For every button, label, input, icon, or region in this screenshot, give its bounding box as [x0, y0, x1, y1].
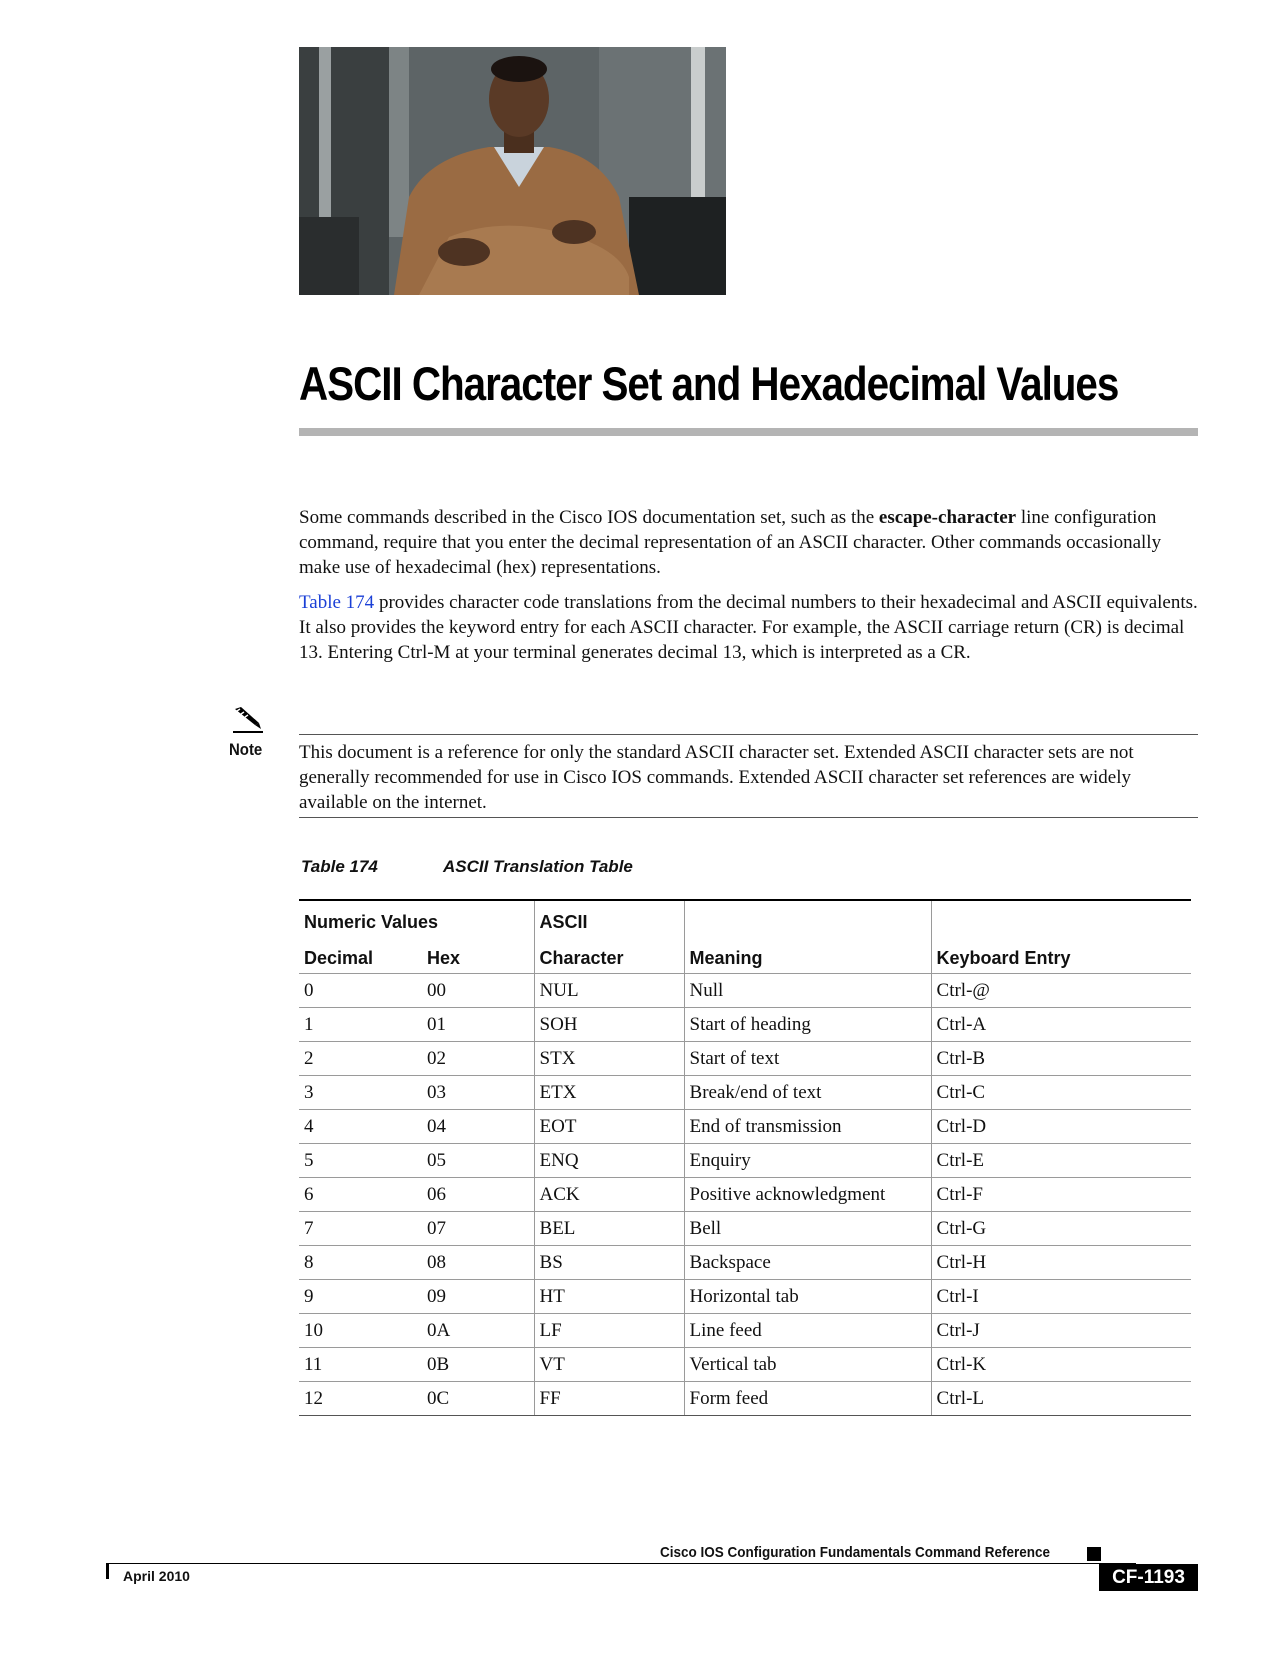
- decimal-header: Decimal: [299, 937, 422, 974]
- keyboard-entry-cell: Ctrl-D: [931, 1110, 1191, 1144]
- table-row: [299, 1280, 1191, 1314]
- ascii-character-cell: FF: [534, 1382, 684, 1416]
- ascii-character-cell: ENQ: [534, 1144, 684, 1178]
- table-caption-title: ASCII Translation Table: [443, 857, 633, 876]
- ascii-header-line1: ASCII: [534, 900, 684, 937]
- keyboard-entry-cell: Ctrl-K: [931, 1348, 1191, 1382]
- keyboard-entry-cell: Ctrl-G: [931, 1212, 1191, 1246]
- footer-book-title: Cisco IOS Configuration Fundamentals Command Reference: [660, 1544, 1051, 1561]
- meaning-cell: Form feed: [684, 1382, 931, 1416]
- title-rule: [299, 428, 1198, 436]
- meaning-cell: Start of heading: [684, 1008, 931, 1042]
- decimal-cell: 10: [299, 1314, 422, 1348]
- keyboard-entry-cell: Ctrl-@: [931, 974, 1191, 1008]
- keyboard-entry-cell: Ctrl-H: [931, 1246, 1191, 1280]
- intro-p2-post: provides character code translations from the decimal numbers to their hexadecimal and ASCII equivalents. It also provides the keyword entry for each ASCII character. For example, the ASCII carriage return (CR) is decimal 13. Entering Ctrl-M at your terminal generates decimal 13, which is interpreted as a CR.: [299, 592, 1198, 663]
- keyboard-header-spacer: [931, 900, 1191, 937]
- intro-paragraph-1: [299, 505, 1199, 580]
- page-number-badge: CF-1193: [1099, 1564, 1198, 1591]
- hex-cell: 0B: [422, 1348, 534, 1382]
- decimal-cell: 8: [299, 1246, 422, 1280]
- intro-p1-command: escape-character: [878, 507, 1017, 528]
- meaning-cell: Bell: [684, 1212, 931, 1246]
- table-row: [299, 1008, 1191, 1042]
- table-row: [299, 1246, 1191, 1280]
- ascii-character-cell: LF: [534, 1314, 684, 1348]
- decimal-cell: 3: [299, 1076, 422, 1110]
- table-row: [299, 1382, 1191, 1416]
- page-title: ASCII Character Set and Hexadecimal Values: [299, 357, 1119, 410]
- footer-rule: [106, 1563, 1136, 1564]
- keyboard-entry-header: Keyboard Entry: [931, 937, 1191, 974]
- decimal-cell: 12: [299, 1382, 422, 1416]
- ascii-table-body: [299, 974, 1191, 1416]
- decimal-cell: 5: [299, 1144, 422, 1178]
- ascii-translation-table: [299, 899, 1191, 1416]
- person-portrait-photo: [299, 47, 726, 295]
- ascii-character-cell: NUL: [534, 974, 684, 1008]
- decimal-cell: 0: [299, 974, 422, 1008]
- hex-cell: 03: [422, 1076, 534, 1110]
- decimal-cell: 1: [299, 1008, 422, 1042]
- footer-tick: [106, 1563, 109, 1579]
- meaning-header-spacer: [684, 900, 931, 937]
- table-caption: [301, 857, 633, 877]
- decimal-cell: 4: [299, 1110, 422, 1144]
- table-row: [299, 1178, 1191, 1212]
- ascii-character-cell: ETX: [534, 1076, 684, 1110]
- keyboard-entry-cell: Ctrl-F: [931, 1178, 1191, 1212]
- note-rule-top: [299, 734, 1198, 735]
- table-row: [299, 1144, 1191, 1178]
- keyboard-entry-cell: Ctrl-B: [931, 1042, 1191, 1076]
- meaning-cell: Vertical tab: [684, 1348, 931, 1382]
- hex-cell: 07: [422, 1212, 534, 1246]
- decimal-cell: 2: [299, 1042, 422, 1076]
- keyboard-entry-cell: Ctrl-C: [931, 1076, 1191, 1110]
- footer-date: April 2010: [123, 1568, 190, 1584]
- decimal-cell: 11: [299, 1348, 422, 1382]
- meaning-cell: Backspace: [684, 1246, 931, 1280]
- hex-cell: 01: [422, 1008, 534, 1042]
- table-174-link[interactable]: Table 174: [299, 592, 375, 613]
- table-caption-number: Table 174: [301, 857, 378, 876]
- hex-cell: 0A: [422, 1314, 534, 1348]
- meaning-cell: Line feed: [684, 1314, 931, 1348]
- ascii-character-cell: SOH: [534, 1008, 684, 1042]
- hex-cell: 02: [422, 1042, 534, 1076]
- decimal-cell: 7: [299, 1212, 422, 1246]
- hex-cell: 0C: [422, 1382, 534, 1416]
- keyboard-entry-cell: Ctrl-J: [931, 1314, 1191, 1348]
- hex-cell: 05: [422, 1144, 534, 1178]
- portrait-illustration: [299, 47, 726, 295]
- hex-cell: 06: [422, 1178, 534, 1212]
- intro-p1-post: line configuration command, require that you enter the decimal representation of an ASCII character. Other commands occasionally make use of hexadecimal (hex) representations.: [299, 507, 1162, 578]
- meaning-cell: Positive acknowledgment: [684, 1178, 931, 1212]
- ascii-character-cell: HT: [534, 1280, 684, 1314]
- table-row: [299, 974, 1191, 1008]
- ascii-character-cell: STX: [534, 1042, 684, 1076]
- decimal-cell: 9: [299, 1280, 422, 1314]
- ascii-character-header: Character: [534, 937, 684, 974]
- numeric-values-header: Numeric Values: [299, 900, 534, 937]
- keyboard-entry-cell: Ctrl-A: [931, 1008, 1191, 1042]
- meaning-cell: Horizontal tab: [684, 1280, 931, 1314]
- table-row: [299, 1110, 1191, 1144]
- hex-header: Hex: [422, 937, 534, 974]
- meaning-cell: Start of text: [684, 1042, 931, 1076]
- ascii-character-cell: EOT: [534, 1110, 684, 1144]
- keyboard-entry-cell: Ctrl-E: [931, 1144, 1191, 1178]
- keyboard-entry-cell: Ctrl-L: [931, 1382, 1191, 1416]
- hex-cell: 00: [422, 974, 534, 1008]
- ascii-character-cell: BS: [534, 1246, 684, 1280]
- hex-cell: 04: [422, 1110, 534, 1144]
- intro-p1-pre: Some commands described in the Cisco IOS documentation set, such as the: [299, 507, 879, 528]
- table-row: [299, 1076, 1191, 1110]
- ascii-character-cell: BEL: [534, 1212, 684, 1246]
- hex-cell: 08: [422, 1246, 534, 1280]
- hex-cell: 09: [422, 1280, 534, 1314]
- meaning-cell: Enquiry: [684, 1144, 931, 1178]
- meaning-cell: Null: [684, 974, 931, 1008]
- intro-paragraph-2: [299, 590, 1199, 665]
- meaning-cell: End of transmission: [684, 1110, 931, 1144]
- keyboard-entry-cell: Ctrl-I: [931, 1280, 1191, 1314]
- note-text: This document is a reference for only the standard ASCII character set. Extended ASCII character sets are not generally recommended for use in Cisco IOS commands. Extended ASCII character set references are widely available on the internet.: [299, 742, 1134, 813]
- note-label: Note: [229, 740, 263, 759]
- table-row: [299, 1314, 1191, 1348]
- table-row: [299, 1042, 1191, 1076]
- ascii-character-cell: ACK: [534, 1178, 684, 1212]
- decimal-cell: 6: [299, 1178, 422, 1212]
- footer-marker: [1087, 1547, 1101, 1561]
- pencil-note-icon: [231, 705, 265, 740]
- meaning-cell: Break/end of text: [684, 1076, 931, 1110]
- table-row: [299, 1348, 1191, 1382]
- note-rule-bottom: [299, 817, 1198, 818]
- table-row: [299, 1212, 1191, 1246]
- meaning-header: Meaning: [684, 937, 931, 974]
- ascii-character-cell: VT: [534, 1348, 684, 1382]
